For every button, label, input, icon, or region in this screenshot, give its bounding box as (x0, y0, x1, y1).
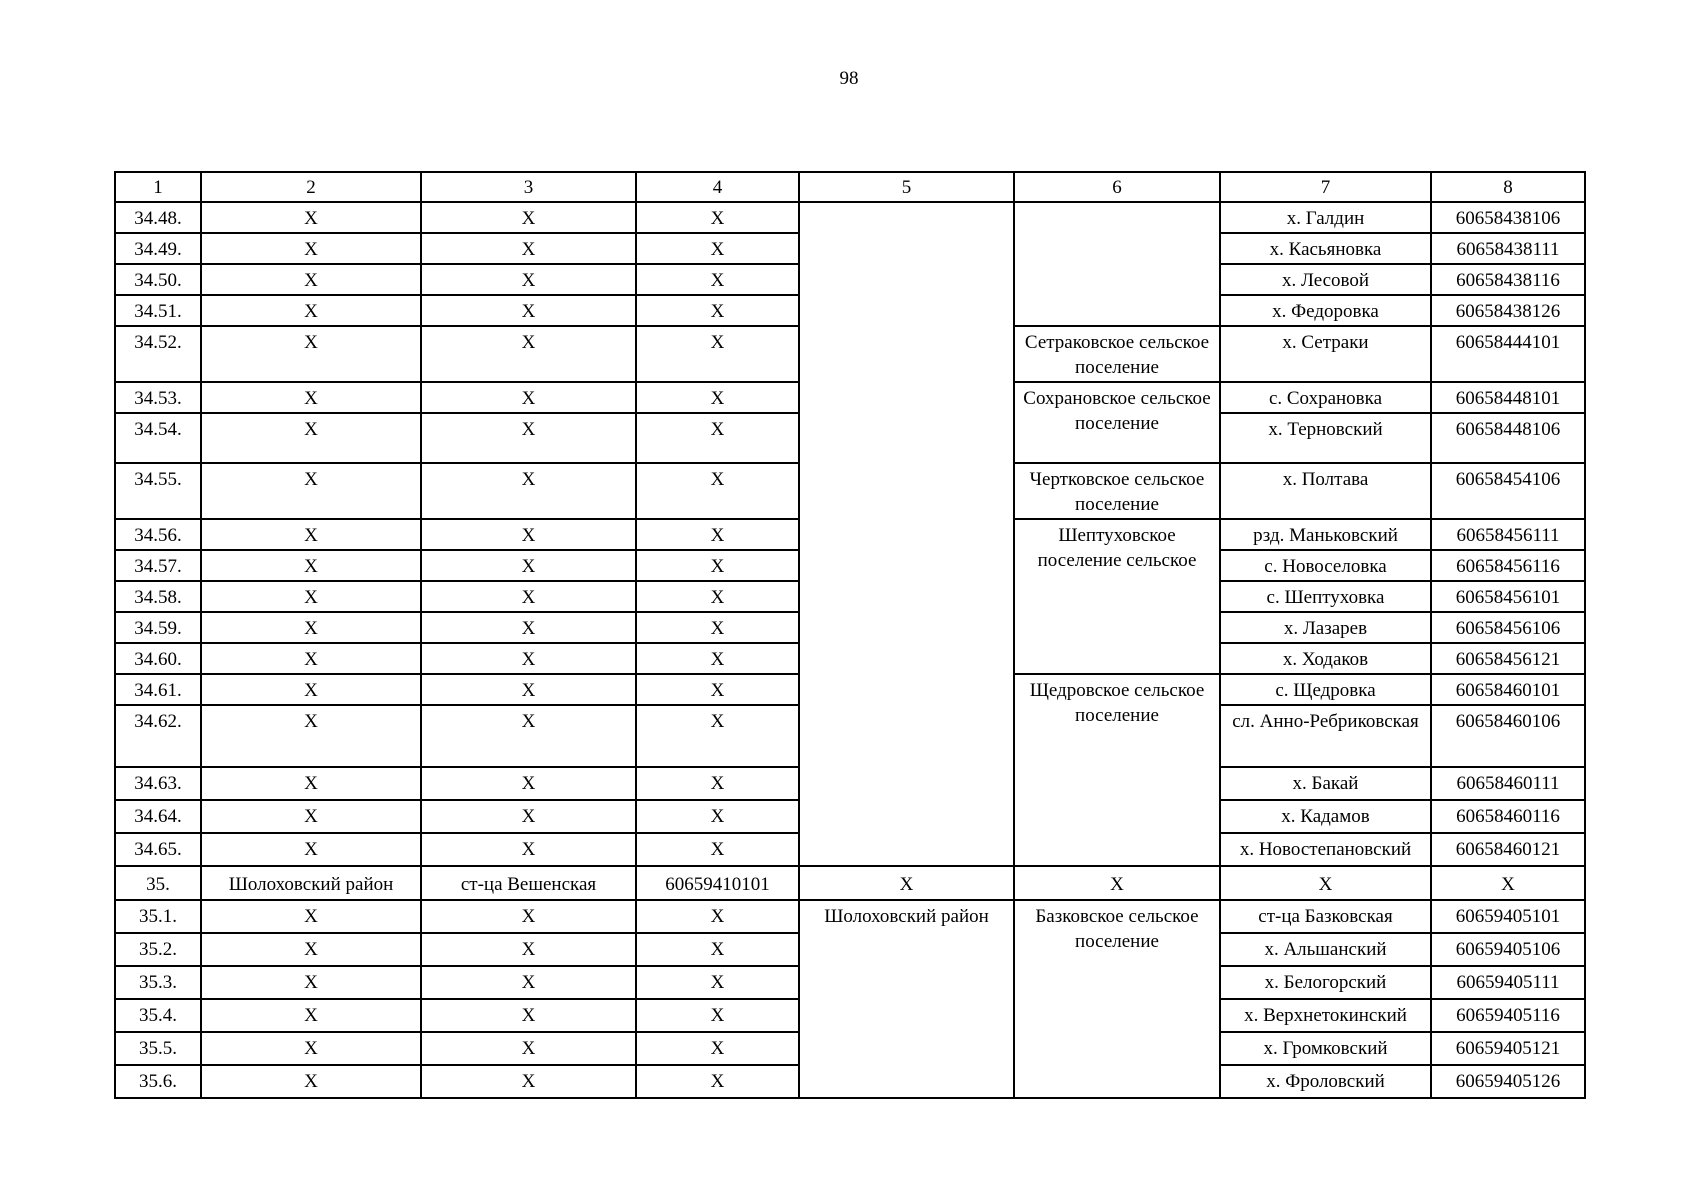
oktmo-code-cell: 60659405101 (1431, 900, 1585, 933)
oktmo-center-cell: X (636, 550, 799, 581)
center-cell: X (421, 999, 636, 1032)
district-cell: X (201, 413, 421, 463)
table-row (115, 900, 1585, 933)
center-cell: X (421, 1065, 636, 1098)
locality-cell: х. Бакай (1220, 767, 1431, 800)
oktmo-center-cell: X (636, 800, 799, 833)
oktmo-code-cell: 60658444101 (1431, 326, 1585, 382)
row-number-cell: 34.53. (115, 382, 201, 413)
locality-cell: х. Касьяновка (1220, 233, 1431, 264)
oktmo-center-cell: 60659410101 (636, 866, 799, 900)
oktmo-center-cell: X (636, 233, 799, 264)
district-cell: X (201, 233, 421, 264)
oktmo-code-cell: 60658456121 (1431, 643, 1585, 674)
row-number-cell: 34.55. (115, 463, 201, 519)
district-cell: X (201, 933, 421, 966)
center-cell: X (421, 674, 636, 705)
row-number-cell: 35.1. (115, 900, 201, 933)
row-number-cell: 35. (115, 866, 201, 900)
center-cell: X (421, 933, 636, 966)
district-cell: X (201, 519, 421, 550)
district-cell: X (201, 463, 421, 519)
oktmo-center-cell: X (636, 643, 799, 674)
district-cell: X (201, 202, 421, 233)
column-header: 6 (1014, 172, 1220, 202)
oktmo-center-cell: X (636, 705, 799, 767)
row-number-cell: 35.5. (115, 1032, 201, 1065)
district-cell: X (201, 550, 421, 581)
table-row (115, 866, 1585, 900)
oktmo-code-cell: 60658438126 (1431, 295, 1585, 326)
oktmo-code-cell: 60659405126 (1431, 1065, 1585, 1098)
district-cell: X (201, 705, 421, 767)
oktmo-center-cell: X (636, 382, 799, 413)
settlement-cell: Щедровское сельское поселение (1014, 674, 1220, 866)
row-number-cell: 34.52. (115, 326, 201, 382)
oktmo-center-cell: X (636, 933, 799, 966)
district-cell: X (201, 264, 421, 295)
district-cell: X (201, 326, 421, 382)
oktmo-code-cell: 60658456106 (1431, 612, 1585, 643)
locality-cell: х. Фроловский (1220, 1065, 1431, 1098)
locality-cell: с. Щедровка (1220, 674, 1431, 705)
oktmo-center-cell: X (636, 1032, 799, 1065)
center-cell: ст-ца Вешенская (421, 866, 636, 900)
column-header: 3 (421, 172, 636, 202)
oktmo-code-cell: 60659405121 (1431, 1032, 1585, 1065)
oktmo-code-cell: 60659405111 (1431, 966, 1585, 999)
center-cell: X (421, 264, 636, 295)
oktmo-center-cell: X (636, 295, 799, 326)
column-header: 5 (799, 172, 1014, 202)
locality-cell: X (1220, 866, 1431, 900)
locality-cell: х. Белогорский (1220, 966, 1431, 999)
row-number-cell: 34.56. (115, 519, 201, 550)
center-cell: X (421, 550, 636, 581)
oktmo-center-cell: X (636, 966, 799, 999)
locality-cell: х. Лесовой (1220, 264, 1431, 295)
settlement-cell: Сетраковское сельское поселение (1014, 326, 1220, 382)
column-header: 4 (636, 172, 799, 202)
row-number-cell: 34.60. (115, 643, 201, 674)
center-cell: X (421, 612, 636, 643)
oktmo-center-cell: X (636, 202, 799, 233)
header-row (115, 172, 1585, 202)
center-cell: X (421, 519, 636, 550)
district-cell: X (201, 581, 421, 612)
oktmo-center-cell: X (636, 264, 799, 295)
district-cell: X (201, 1032, 421, 1065)
oktmo-code-cell: X (1431, 866, 1585, 900)
row-number-cell: 35.4. (115, 999, 201, 1032)
district-cell: X (201, 1065, 421, 1098)
locality-cell: с. Новоселовка (1220, 550, 1431, 581)
oktmo-code-cell: 60658448106 (1431, 413, 1585, 463)
locality-cell: сл. Анно-Ребриковская (1220, 705, 1431, 767)
oktmo-code-cell: 60658456111 (1431, 519, 1585, 550)
oktmo-code-cell: 60658456116 (1431, 550, 1585, 581)
district-cell: X (201, 900, 421, 933)
center-cell: X (421, 413, 636, 463)
center-cell: X (421, 382, 636, 413)
district-cell: X (201, 767, 421, 800)
district-cell: Шолоховский район (201, 866, 421, 900)
oktmo-center-cell: X (636, 463, 799, 519)
oktmo-center-cell: X (636, 833, 799, 866)
center-cell: X (421, 767, 636, 800)
locality-cell: рзд. Маньковский (1220, 519, 1431, 550)
row-number-cell: 34.58. (115, 581, 201, 612)
oktmo-code-cell: 60658438111 (1431, 233, 1585, 264)
oktmo-code-cell: 60658454106 (1431, 463, 1585, 519)
oktmo-code-cell: 60658460101 (1431, 674, 1585, 705)
center-cell: X (421, 833, 636, 866)
district-cell: X (201, 966, 421, 999)
district-cell: X (201, 295, 421, 326)
municipal-district-cell (799, 202, 1014, 866)
row-number-cell: 34.64. (115, 800, 201, 833)
center-cell: X (421, 295, 636, 326)
column-header: 8 (1431, 172, 1585, 202)
oktmo-code-cell: 60658460116 (1431, 800, 1585, 833)
oktmo-center-cell: X (636, 413, 799, 463)
oktmo-code-cell: 60658460106 (1431, 705, 1585, 767)
locality-cell: с. Шептуховка (1220, 581, 1431, 612)
oktmo-code-cell: 60658448101 (1431, 382, 1585, 413)
row-number-cell: 35.2. (115, 933, 201, 966)
oktmo-code-cell: 60658460121 (1431, 833, 1585, 866)
center-cell: X (421, 1032, 636, 1065)
settlement-cell: Чертковское сельское поселение (1014, 463, 1220, 519)
column-header: 1 (115, 172, 201, 202)
row-number-cell: 34.57. (115, 550, 201, 581)
center-cell: X (421, 233, 636, 264)
center-cell: X (421, 581, 636, 612)
district-cell: X (201, 643, 421, 674)
settlement-cell: Шептуховское поселение сельское (1014, 519, 1220, 674)
oktmo-code-cell: 60658438116 (1431, 264, 1585, 295)
row-number-cell: 34.50. (115, 264, 201, 295)
locality-cell: х. Новостепановский (1220, 833, 1431, 866)
row-number-cell: 34.49. (115, 233, 201, 264)
row-number-cell: 34.51. (115, 295, 201, 326)
table-body (115, 172, 1585, 1098)
row-number-cell: 34.65. (115, 833, 201, 866)
municipal-district-cell: X (799, 866, 1014, 900)
settlement-cell: X (1014, 866, 1220, 900)
oktmo-code-cell: 60659405106 (1431, 933, 1585, 966)
district-cell: X (201, 833, 421, 866)
oktmo-code-cell: 60658460111 (1431, 767, 1585, 800)
locality-cell: ст-ца Базковская (1220, 900, 1431, 933)
center-cell: X (421, 900, 636, 933)
oktmo-center-cell: X (636, 1065, 799, 1098)
row-number-cell: 35.6. (115, 1065, 201, 1098)
locality-cell: х. Галдин (1220, 202, 1431, 233)
oktmo-center-cell: X (636, 612, 799, 643)
oktmo-code-cell: 60658438106 (1431, 202, 1585, 233)
row-number-cell: 34.54. (115, 413, 201, 463)
district-cell: X (201, 674, 421, 705)
oktmo-center-cell: X (636, 326, 799, 382)
center-cell: X (421, 326, 636, 382)
locality-cell: х. Сетраки (1220, 326, 1431, 382)
oktmo-center-cell: X (636, 674, 799, 705)
locality-cell: х. Кадамов (1220, 800, 1431, 833)
column-header: 7 (1220, 172, 1431, 202)
center-cell: X (421, 705, 636, 767)
center-cell: X (421, 643, 636, 674)
settlement-cell: Сохрановское сельское поселение (1014, 382, 1220, 463)
row-number-cell: 35.3. (115, 966, 201, 999)
row-number-cell: 34.63. (115, 767, 201, 800)
oktmo-center-cell: X (636, 519, 799, 550)
center-cell: X (421, 966, 636, 999)
district-cell: X (201, 382, 421, 413)
row-number-cell: 34.61. (115, 674, 201, 705)
district-cell: X (201, 612, 421, 643)
oktmo-code-cell: 60659405116 (1431, 999, 1585, 1032)
oktmo-code-cell: 60658456101 (1431, 581, 1585, 612)
district-cell: X (201, 999, 421, 1032)
center-cell: X (421, 800, 636, 833)
locality-cell: х. Терновский (1220, 413, 1431, 463)
locality-cell: х. Ходаков (1220, 643, 1431, 674)
center-cell: X (421, 463, 636, 519)
locality-cell: х. Громковский (1220, 1032, 1431, 1065)
settlement-cell (1014, 202, 1220, 326)
row-number-cell: 34.48. (115, 202, 201, 233)
locality-cell: х. Верхнетокинский (1220, 999, 1431, 1032)
district-cell: X (201, 800, 421, 833)
locality-cell: х. Альшанский (1220, 933, 1431, 966)
settlement-cell: Базковское сельское поселение (1014, 900, 1220, 1098)
column-header: 2 (201, 172, 421, 202)
oktmo-center-cell: X (636, 581, 799, 612)
oktmo-center-cell: X (636, 900, 799, 933)
center-cell: X (421, 202, 636, 233)
table-row (115, 202, 1585, 233)
oktmo-center-cell: X (636, 767, 799, 800)
municipal-district-cell: Шолоховский район (799, 900, 1014, 1098)
locality-cell: х. Лазарев (1220, 612, 1431, 643)
row-number-cell: 34.59. (115, 612, 201, 643)
oktmo-center-cell: X (636, 999, 799, 1032)
settlements-table (114, 171, 1586, 1099)
page-number: 98 (839, 68, 859, 89)
locality-cell: х. Полтава (1220, 463, 1431, 519)
locality-cell: х. Федоровка (1220, 295, 1431, 326)
locality-cell: с. Сохрановка (1220, 382, 1431, 413)
row-number-cell: 34.62. (115, 705, 201, 767)
